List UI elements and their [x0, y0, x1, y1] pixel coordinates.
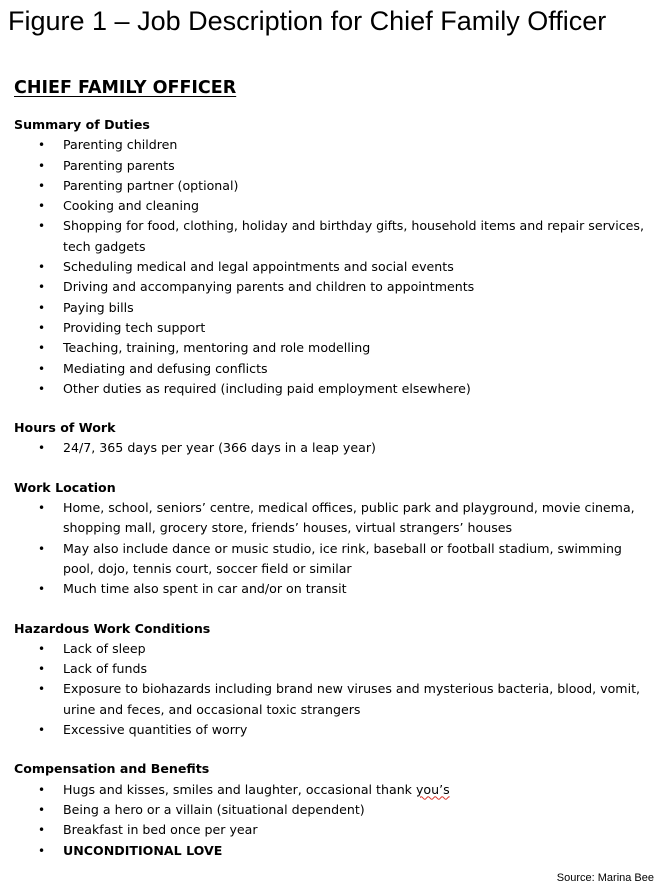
list-item: • Excessive quantities of worry: [14, 720, 654, 740]
list-item: • Driving and accompanying parents and children to appointments: [14, 277, 654, 297]
list-item: • Breakfast in bed once per year: [14, 820, 654, 840]
list-item: • Much time also spent in car and/or on transit: [14, 579, 654, 599]
bullet-list: [14, 498, 654, 599]
bullet-icon: •: [38, 219, 46, 234]
list-item: • Exposure to biohazards including brand new viruses and mysterious bacteria, blood, vomit, urine and feces, and occasional toxic strangers: [38, 681, 641, 717]
section-summary-of-duties: [14, 115, 654, 399]
list-item: • Parenting children: [14, 135, 654, 155]
bullet-icon: •: [38, 823, 46, 838]
list-item: • Lack of funds: [14, 659, 654, 679]
list-item: • Cooking and cleaning: [14, 196, 654, 216]
bullet-icon: •: [38, 782, 46, 797]
spellcheck-flagged-word: you’s: [415, 781, 450, 797]
section-heading: Hazardous Work Conditions: [14, 620, 211, 636]
job-description-document: [14, 76, 654, 880]
section-work-location: [14, 478, 654, 600]
bullet-icon: •: [38, 158, 46, 173]
list-item: • Parenting parents: [14, 156, 654, 176]
bullet-icon: •: [38, 199, 46, 214]
bullet-icon: •: [38, 541, 46, 556]
bullet-list: [14, 438, 654, 458]
section-heading: Work Location: [14, 479, 116, 495]
list-item: • Teaching, training, mentoring and role modelling: [14, 338, 654, 358]
bullet-icon: •: [38, 723, 46, 738]
source-credit: Source: Marina Bee: [556, 872, 654, 884]
list-item: • Providing tech support: [14, 318, 654, 338]
list-item: • Being a hero or a villain (situational dependent): [14, 800, 654, 820]
list-item: • Mediating and defusing conflicts: [14, 359, 654, 379]
list-item: • Lack of sleep: [14, 639, 654, 659]
bullet-icon: •: [38, 582, 46, 597]
bullet-icon: •: [38, 843, 46, 858]
list-item: • UNCONDITIONAL LOVE: [14, 841, 654, 861]
list-item: • Scheduling medical and legal appointments and social events: [14, 257, 654, 277]
document-title: CHIEF FAMILY OFFICER: [14, 78, 237, 98]
bullet-list: [14, 780, 654, 861]
list-item: • Paying bills: [14, 298, 654, 318]
bullet-icon: •: [38, 260, 46, 275]
list-item: • Shopping for food, clothing, holiday and birthday gifts, household items and repair services, tech gadgets: [38, 218, 644, 254]
bullet-icon: •: [38, 381, 46, 396]
list-item: • Parenting partner (optional): [14, 176, 654, 196]
section-compensation-and-benefits: [14, 759, 654, 860]
section-heading: Summary of Duties: [14, 117, 150, 132]
bullet-icon: •: [38, 662, 46, 677]
section-heading: Hours of Work: [14, 420, 116, 436]
figure-title: Figure 1 – Job Description for Chief Family Officer: [8, 6, 607, 36]
list-item: • Other duties as required (including paid employment elsewhere): [14, 379, 654, 399]
bullet-list: [14, 135, 654, 399]
list-item: • Home, school, seniors’ centre, medical offices, public park and playground, movie cinema, shopping mall, grocery store, friends’ houses, virtual strangers’ houses: [38, 500, 635, 536]
bullet-icon: •: [38, 802, 46, 817]
bullet-list: [14, 639, 654, 740]
bullet-icon: •: [38, 441, 46, 456]
bullet-icon: •: [38, 280, 46, 295]
list-item: • May also include dance or music studio, ice rink, baseball or football stadium, swimming pool, dojo, tennis court, soccer field or similar: [38, 540, 622, 576]
bullet-icon: •: [38, 178, 46, 193]
bullet-icon: •: [38, 138, 46, 153]
list-item: • Hugs and kisses, smiles and laughter, occasional thank you’s: [14, 780, 654, 800]
section-hazardous-work-conditions: [14, 619, 654, 741]
bullet-icon: •: [38, 501, 46, 516]
section-heading: Compensation and Benefits: [14, 761, 210, 777]
bullet-icon: •: [38, 300, 46, 315]
section-hours-of-work: [14, 418, 654, 459]
bullet-icon: •: [38, 682, 46, 697]
bullet-icon: •: [38, 320, 46, 335]
bullet-icon: •: [38, 641, 46, 656]
bullet-icon: •: [38, 361, 46, 376]
list-item: • 24/7, 365 days per year (366 days in a leap year): [14, 438, 654, 458]
bullet-icon: •: [38, 341, 46, 356]
